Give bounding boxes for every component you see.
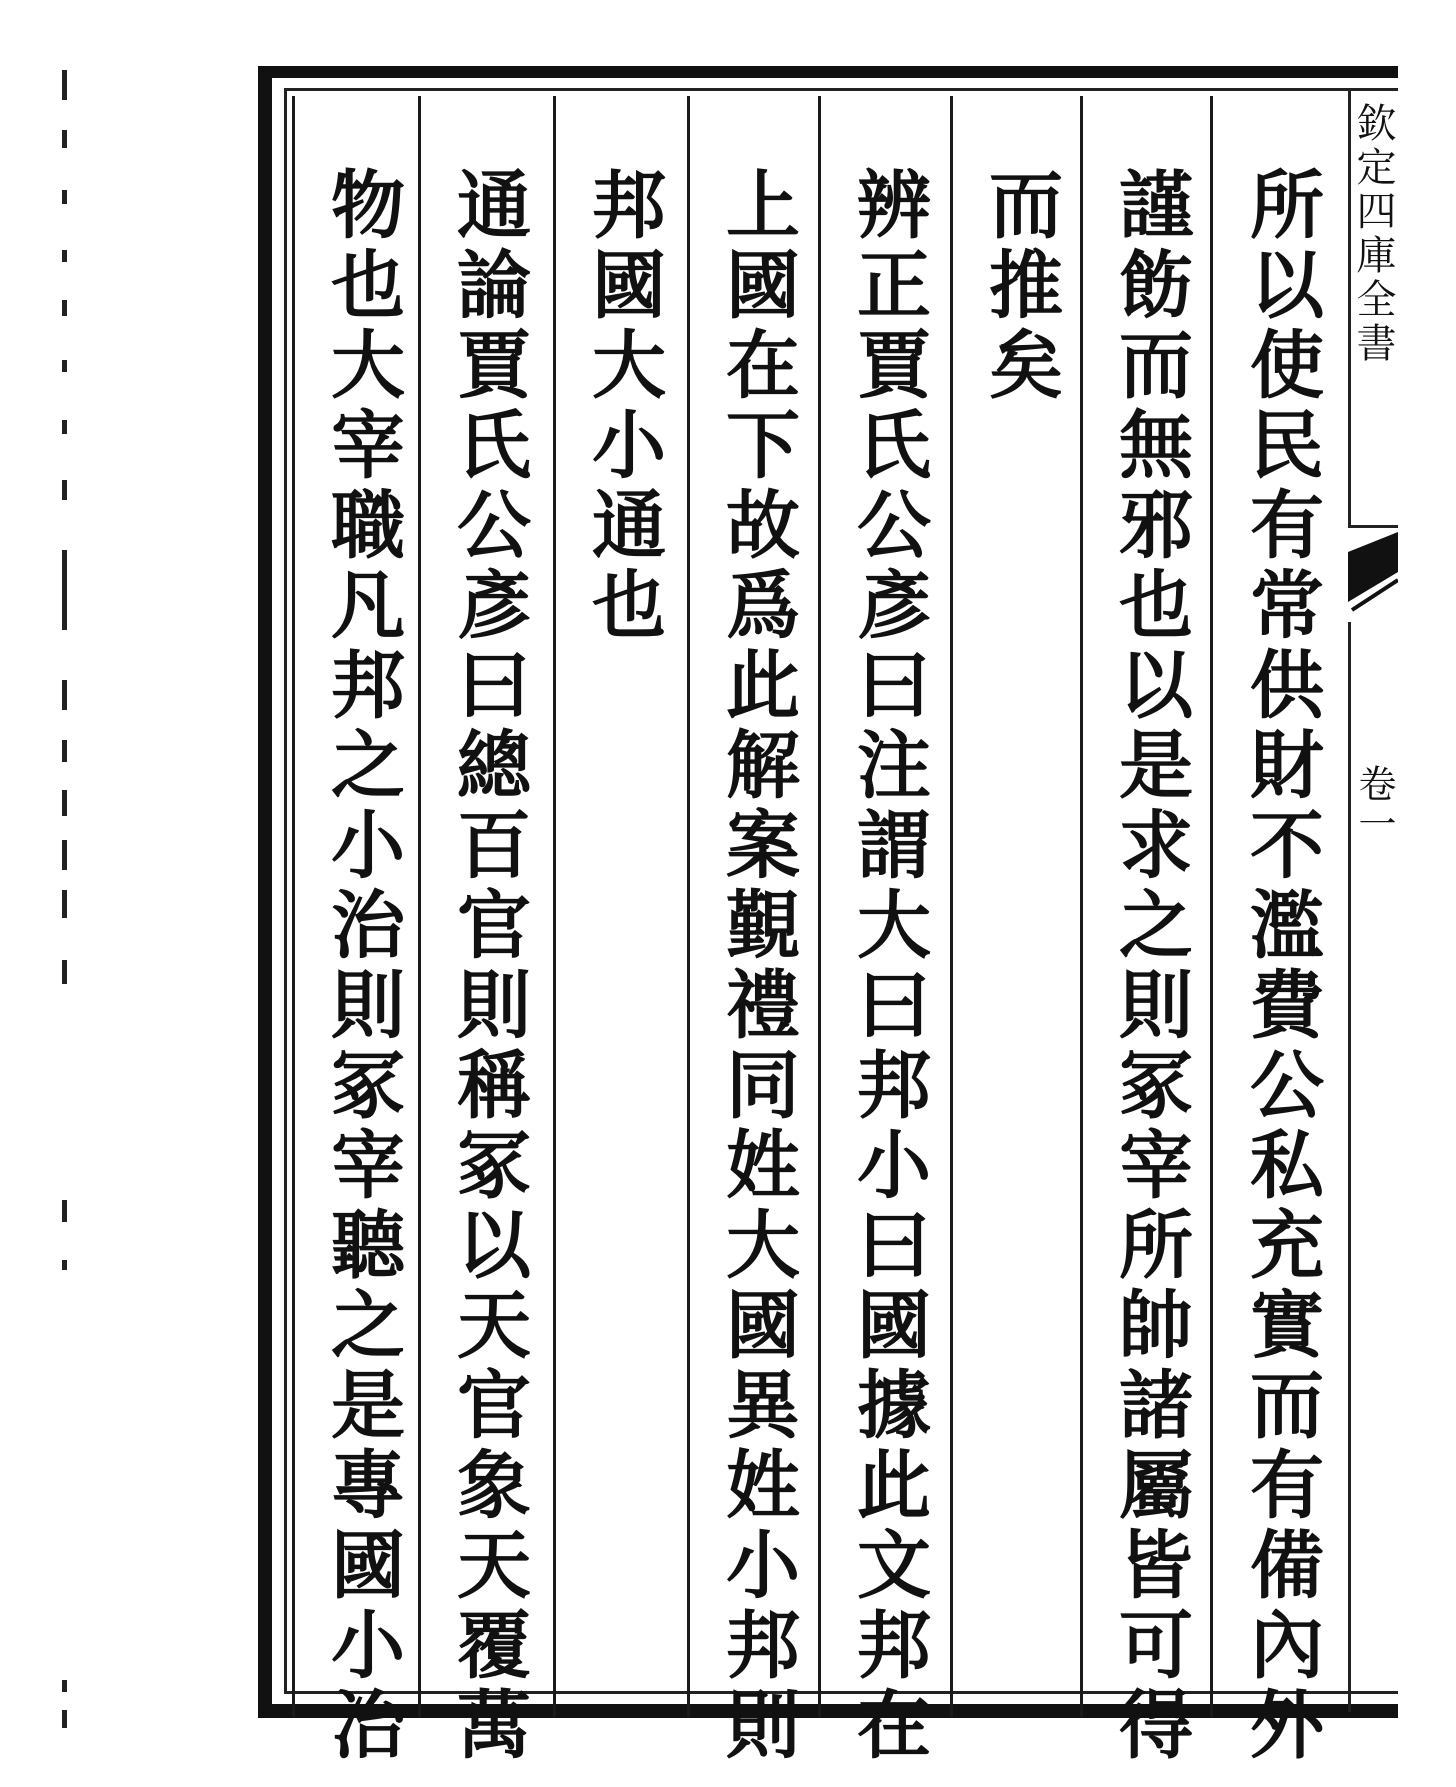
column-rule bbox=[553, 96, 556, 1717]
column-text: 物也大宰職凡邦之小治則冢宰聽之是專國小治 bbox=[319, 166, 405, 1766]
column-text: 上國在下故爲此解案覲禮同姓大國異姓小邦則 bbox=[714, 166, 800, 1766]
margin-rule bbox=[1348, 622, 1351, 1712]
volume-label: 卷一 bbox=[1352, 764, 1396, 844]
text-column-6 bbox=[558, 96, 688, 1717]
column-text: 而推矣 bbox=[977, 166, 1063, 406]
text-column-5 bbox=[692, 96, 822, 1766]
fishtail-mark bbox=[1348, 532, 1398, 622]
column-text: 邦國大小通也 bbox=[580, 166, 666, 646]
column-text: 辨正賈氏公彥曰注謂大曰邦小曰國據此文邦在 bbox=[845, 166, 931, 1766]
block-margin bbox=[1348, 74, 1398, 1712]
column-text: 謹飭而無邪也以是求之則冢宰所帥諸屬皆可得 bbox=[1107, 166, 1193, 1766]
column-text: 通論賈氏公彥曰總百官則稱冢以天官象天覆萬 bbox=[445, 166, 531, 1766]
text-column-7 bbox=[423, 96, 553, 1766]
page-gutter-marks bbox=[58, 60, 72, 1720]
column-rule bbox=[292, 96, 295, 1717]
book-title: 欽定四庫全書 bbox=[1350, 102, 1396, 366]
text-column-4 bbox=[823, 96, 953, 1766]
column-text: 所以使民有常供財不濫費公私充實而有備內外 bbox=[1238, 166, 1324, 1766]
text-column-2 bbox=[1085, 96, 1215, 1766]
text-column-3 bbox=[955, 96, 1085, 1717]
text-column-8 bbox=[297, 96, 427, 1766]
text-column-1 bbox=[1216, 96, 1346, 1766]
